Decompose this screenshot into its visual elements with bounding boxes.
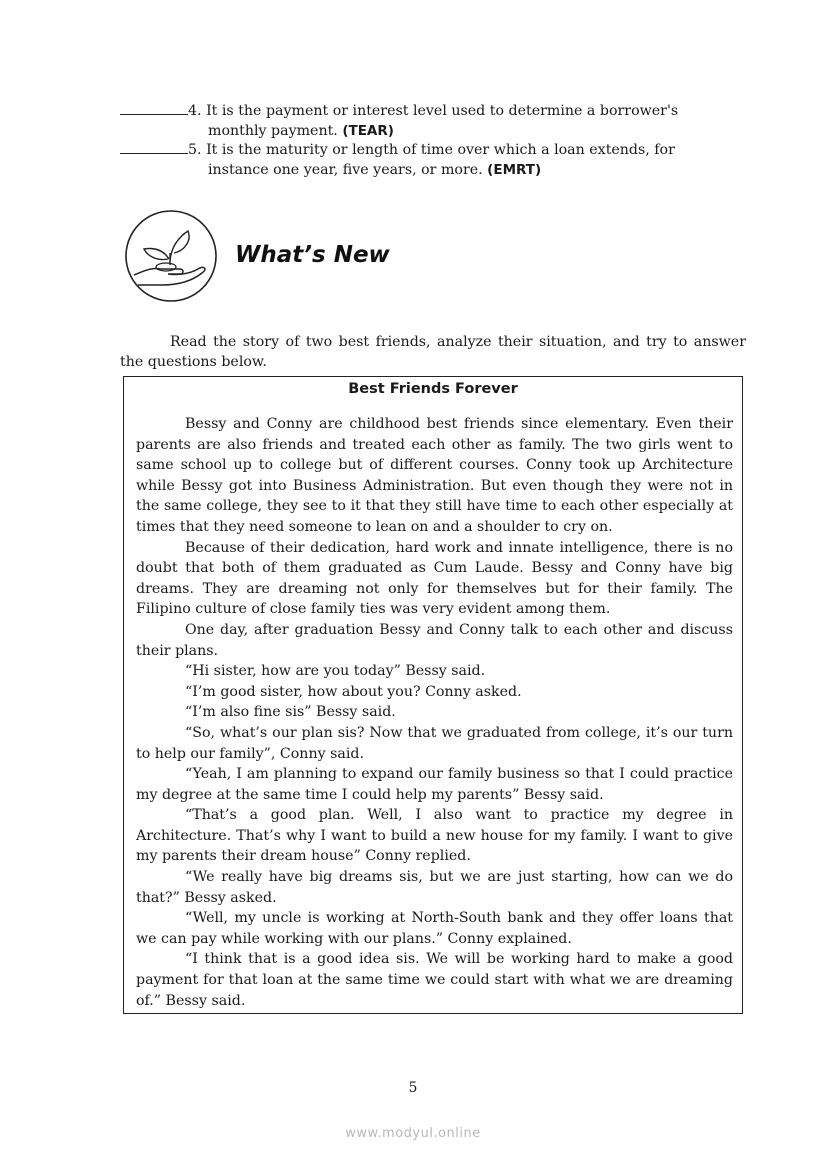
story-title: Best Friends Forever <box>348 381 518 397</box>
page-number: 5 <box>408 1080 418 1096</box>
section-title: What’s New <box>235 242 390 268</box>
answer-hint-4: (TEAR) <box>342 122 394 139</box>
story-body <box>136 414 733 1011</box>
story-paragraph: “Well, my uncle is working at North-South bank and they offer loans that we can pay while working with our plans.” Conny explained. <box>136 910 733 947</box>
story-paragraph: One day, after graduation Bessy and Conny talk to each other and discuss their plans. <box>136 621 733 659</box>
story-paragraph: “We really have big dreams sis, but we are just starting, how can we do that?” Bessy asked. <box>136 869 733 906</box>
story-paragraph: “Hi sister, how are you today” Bessy said. <box>185 663 486 680</box>
story-paragraph: Bessy and Conny are childhood best friends since elementary. Even their parents are also friends and treated each other as family. The two girls went to same school up to college but of different courses. Conny took up Architecture while Bessy got into Business Administration. But even though they were not in the same college, they see to it that they still have time to each other especially at times that they need someone to lean on and a shoulder to cry on. <box>136 416 733 535</box>
question-5: 5. It is the maturity or length of time over which a loan extends, for instance one year, five years, or more. (EMRT) <box>120 139 740 180</box>
story-paragraph: “So, what’s our plan sis? Now that we graduated from college, it’s our turn to help our family”, Conny said. <box>136 724 733 762</box>
answer-blank-5[interactable] <box>120 139 188 154</box>
story-paragraph: “Yeah, I am planning to expand our family business so that I could practice my degree at the same time I could help my parents” Bessy said. <box>136 766 733 803</box>
story-paragraph: Because of their dedication, hard work and innate intelligence, there is no doubt that both of them graduated as Cum Laude. Bessy and Conny have big dreams. They are dreaming not only for themselves but for their family. The Filipino culture of close family ties was very evident among them. <box>136 539 733 618</box>
plant-in-hand-icon <box>124 209 218 303</box>
story-box <box>123 376 743 1014</box>
story-paragraph: “I’m also fine sis” Bessy said. <box>185 704 396 721</box>
story-paragraph: “I’m good sister, how about you? Conny asked. <box>185 683 522 700</box>
answer-blank-4[interactable] <box>120 100 188 115</box>
question-4: 4. It is the payment or interest level used to determine a borrower's monthly payment. (TEAR) <box>120 100 740 141</box>
story-paragraph: “That’s a good plan. Well, I also want to practice my degree in Architecture. That’s why I want to build a new house for my family. I want to give my parents their dream house” Conny replied. <box>136 807 733 865</box>
story-paragraph: “I think that is a good idea sis. We will be working hard to make a good payment for that loan at the same time we could start with what we are dreaming of.” Bessy said. <box>136 951 733 1009</box>
watermark: www.modyul.online <box>345 1126 481 1141</box>
answer-hint-5: (EMRT) <box>487 161 542 178</box>
intro-text: Read the story of two best friends, analyze their situation, and try to answer the questions below. <box>120 334 746 370</box>
